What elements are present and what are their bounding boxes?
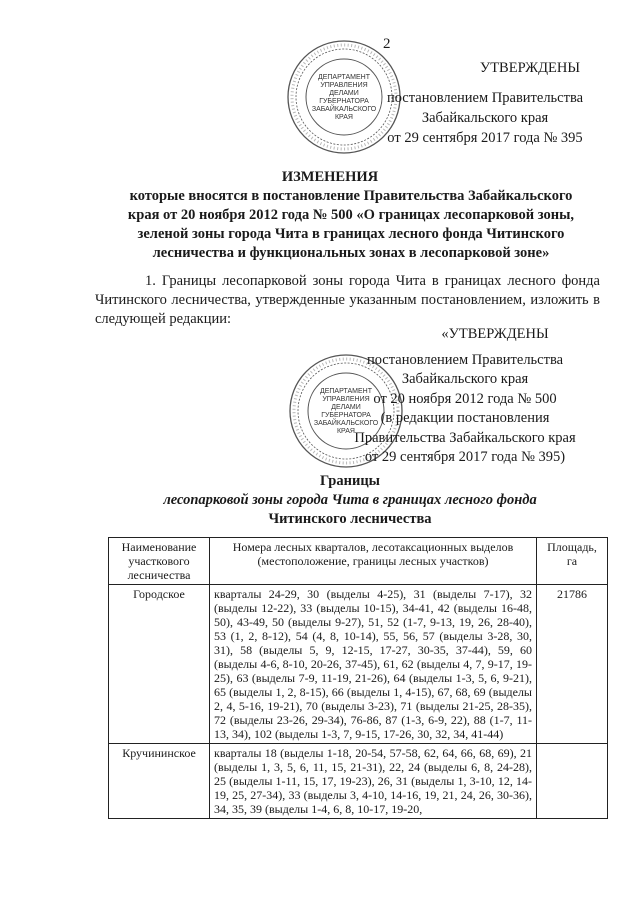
stamp-line: ЗАБАЙКАЛЬСКОГО bbox=[311, 106, 377, 113]
table-row bbox=[109, 585, 608, 744]
approval-inner bbox=[335, 325, 595, 468]
approval-header-line: от 29 сентября 2017 года № 395 bbox=[387, 130, 583, 146]
stamp-line: КРАЯ bbox=[334, 114, 353, 121]
stamp-line: ЗАБАЙКАЛЬСКОГО bbox=[313, 420, 379, 427]
boundaries-title-line: Читинского лесничества bbox=[268, 511, 432, 527]
approval-header-line: Забайкальского края bbox=[421, 110, 549, 126]
approval-inner-line: постановлением Правительства bbox=[366, 351, 564, 368]
approval-inner-line: от 29 сентября 2017 года № 395) bbox=[364, 449, 566, 465]
document-heading: ИЗМЕНЕНИЯ bbox=[281, 169, 379, 185]
approval-header bbox=[380, 58, 590, 148]
boundaries-table bbox=[108, 537, 608, 819]
document-subheading: которые вносятся в постановление Правительства Забайкальского края от 20 ноября 2012 года № 500 «О границах лесопарковой зоны, зеленой зоны города Чита в границах лесного фонда Читинского лесничества и функциональных зонах в лесопарковой зоне» bbox=[127, 188, 575, 261]
page-number: 2 bbox=[383, 36, 391, 52]
boundaries-title-line: Границы bbox=[319, 473, 380, 489]
approval-inner-line: Забайкальского края bbox=[401, 371, 529, 387]
boundaries-title bbox=[100, 472, 600, 529]
table-row bbox=[109, 744, 608, 819]
stamp-line: ГУБЕРНАТОРА bbox=[321, 412, 371, 419]
row-area bbox=[537, 744, 608, 819]
stamp-line: УПРАВЛЕНИЯ bbox=[322, 396, 370, 403]
row-numbers: кварталы 24-29, 30 (выделы 4-25), 31 (выделы 7-17), 32 (выделы 12-22), 33 (выделы 10-15), 34-41, 42 (выделы 16-48, 50), 43-49, 50 (выделы 9-27), 51, 52 (1-7, 9-13, 19, 26, 28-40), 53 (1, 2, 8-12), 54 (4, 8, 10-14), 55, 56, 57 (выделы 3-28, 30, 31), 58 (выделы 5, 9, 12-15, 17-27, 30-35, 37-44), 59, 60 (выделы 4-6, 8-10, 20-26, 37-45), 61, 62 (выделы 4, 7, 9-17, 19-25), 63 (выделы 7-9, 11-19, 21-26), 64 (выделы 1-3, 5, 6, 9-21), 65 (выделы 1, 2, 8-15), 66 (выделы 1, 4-15), 67, 68, 69 (выделы 2, 4, 5-16, 19-21), 70 (выделы 3-23), 71 (выделы 21-25, 28-35), 72 (выделы 23-26, 29-34), 76-86, 87 (1-3, 6-9, 22), 88 (1-7, 11-13, 34), 102 (выделы 1-3, 7, 9-15, 17-26, 30, 32, 34, 41-44) bbox=[210, 585, 537, 744]
stamp-line: ДЕПАРТАМЕНТ bbox=[319, 388, 372, 395]
row-name: Городское bbox=[109, 585, 210, 744]
table-header-row bbox=[109, 538, 608, 585]
header-area: Площадь, га bbox=[537, 538, 608, 585]
stamp-line: КРАЯ bbox=[336, 428, 355, 435]
row-numbers: кварталы 18 (выделы 1-18, 20-54, 57-58, 62, 64, 66, 68, 69), 21 (выделы 1, 3, 5, 6, 11, 15, 21-31), 22, 24 (выделы 6, 8, 24-28), 25 (выделы 1-11, 15, 17, 19-23), 26, 31 (выделы 1, 3-10, 12, 14-19, 25, 27-34), 33 (выделы 3, 4-10, 14-16, 19, 21, 24, 26, 30-36), 34, 35, 39 (выделы 1-4, 6, 8, 10-17, 19-20, bbox=[210, 744, 537, 819]
row-name: Кручининское bbox=[109, 744, 210, 819]
row-area: 21786 bbox=[537, 585, 608, 744]
stamp-line: ДЕЛАМИ bbox=[329, 90, 359, 97]
approval-inner-line: (в редакции постановления bbox=[380, 410, 550, 426]
stamp-line: ДЕПАРТАМЕНТ bbox=[317, 74, 370, 81]
stamp-line: УПРАВЛЕНИЯ bbox=[320, 82, 368, 89]
approval-inner-line: Правительства Забайкальского края bbox=[354, 429, 576, 446]
paragraph-1: 1. Границы лесопарковой зоны города Чита в границах лесного фонда Читинского лесничества, утвержденные указанным постановлением, изложить в следующей редакции: bbox=[95, 273, 600, 327]
boundaries-title-line: лесопарковой зоны города Чита в границах лесного фонда bbox=[163, 492, 537, 508]
stamp-line: ДЕЛАМИ bbox=[331, 404, 361, 411]
approval-inner-line: от 20 ноября 2012 года № 500 bbox=[373, 390, 557, 407]
approval-header-line: постановлением Правительства bbox=[386, 90, 584, 106]
document-title bbox=[60, 168, 600, 263]
header-numbers: Номера лесных кварталов, лесотаксационных выделов (местоположение, границы лесных участков) bbox=[210, 538, 537, 585]
header-name: Наименование участкового лесничества bbox=[109, 538, 210, 585]
approval-header-line: УТВЕРЖДЕНЫ bbox=[479, 60, 580, 76]
approval-inner-line: «УТВЕРЖДЕНЫ bbox=[441, 326, 549, 342]
stamp-line: ГУБЕРНАТОРА bbox=[319, 98, 369, 105]
